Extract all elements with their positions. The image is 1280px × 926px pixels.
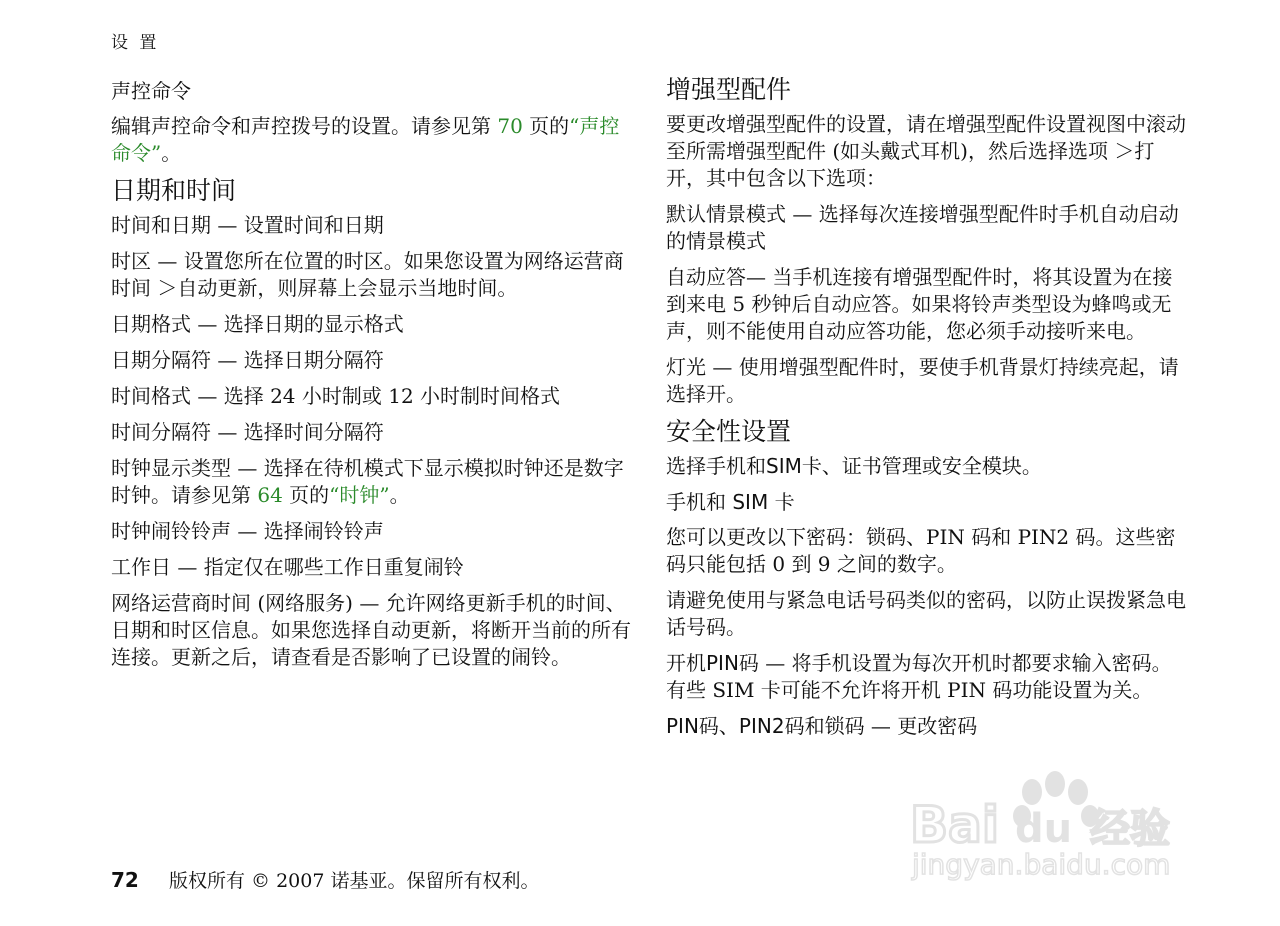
setting-item: 自动应答— 当手机连接有增强型配件时，将其设置为在接到来电 5 秒钟后自动应答。如果将铃声类型设为蜂鸣或无声，则不能使用自动应答功能，您必须手动接听来电。 [666,265,1173,343]
setting-item: 网络运营商时间 (网络服务) — 允许网络更新手机的时间、日期和时区信息。如果您选择自动更新，将断开当前的所有连接。更新之后，请查看是否影响了已设置的闹铃。 [111,591,631,669]
setting-item: 时钟显示类型 — 选择在待机模式下显示模拟时钟还是数字时钟。请参见第 64 页的“时钟”。 [111,456,624,507]
page-ref-64[interactable]: 64 [257,483,283,507]
svg-text:du: du [1015,806,1073,852]
left-column [111,72,636,680]
voice-commands-link[interactable]: “声控命令” [111,114,620,165]
right-column [666,72,1191,749]
page-number: 72 [111,868,139,892]
security-intro: 选择手机和SIM卡、证书管理或安全模块。 [666,454,1042,478]
page-footer [111,866,539,893]
phone-sim-text-2: 请避免使用与紧急电话号码类似的密码，以防止误拨紧急电话号码。 [666,588,1186,639]
setting-item: 工作日 — 指定仅在哪些工作日重复闹铃 [111,555,464,579]
setting-item: 时间格式 — 选择 24 小时制或 12 小时制时间格式 [111,384,561,408]
setting-item: PIN码、PIN2码和锁码 — 更改密码 [666,714,978,738]
setting-item: 开机PIN码 — 将手机设置为每次开机时都要求输入密码。有些 SIM 卡可能不允许将开机 PIN 码功能设置为关。 [666,651,1172,702]
setting-item: 时钟闹铃铃声 — 选择闹铃铃声 [111,519,384,543]
page-ref-70[interactable]: 70 [497,114,523,138]
phone-sim-text-1: 您可以更改以下密码：锁码、PIN 码和 PIN2 码。这些密码只能包括 0 到 9 之间的数字。 [666,525,1176,576]
clock-link[interactable]: “时钟” [329,483,390,507]
baidu-watermark-icon [900,762,1200,882]
setting-item: 日期格式 — 选择日期的显示格式 [111,312,404,336]
setting-item: 日期分隔符 — 选择日期分隔符 [111,348,384,372]
setting-item: 灯光 — 使用增强型配件时，要使手机背景灯持续亮起，请选择开。 [666,355,1179,406]
enhancements-heading: 增强型配件 [666,75,792,104]
date-time-heading: 日期和时间 [111,176,237,205]
setting-item: 时间分隔符 — 选择时间分隔符 [111,420,384,444]
svg-text:jingyan.baidu.com: jingyan.baidu.com [912,848,1171,881]
setting-item: 时间和日期 — 设置时间和日期 [111,213,384,237]
enhancements-intro: 要更改增强型配件的设置，请在增强型配件设置视图中滚动至所需增强型配件 (如头戴式耳机)，然后选择选项 ＞打开，其中包含以下选项： [666,112,1186,190]
running-head: 设 置 [111,33,160,53]
security-heading: 安全性设置 [666,417,792,446]
svg-text:Bai: Bai [910,796,999,854]
setting-item: 时区 — 设置您所在位置的时区。如果您设置为网络运营商时间 ＞自动更新，则屏幕上会显示当地时间。 [111,249,624,300]
copyright-text: 版权所有 © 2007 诺基亚。保留所有权利。 [169,870,540,892]
setting-item: 默认情景模式 — 选择每次连接增强型配件时手机自动启动的情景模式 [666,202,1179,253]
svg-text:经验: 经验 [1090,806,1170,852]
voice-commands-heading: 声控命令 [111,79,191,103]
voice-commands-text: 编辑声控命令和声控拨号的设置。请参见第 70 页的“声控命令”。 [111,114,620,165]
phone-sim-heading: 手机和 SIM 卡 [666,490,795,514]
